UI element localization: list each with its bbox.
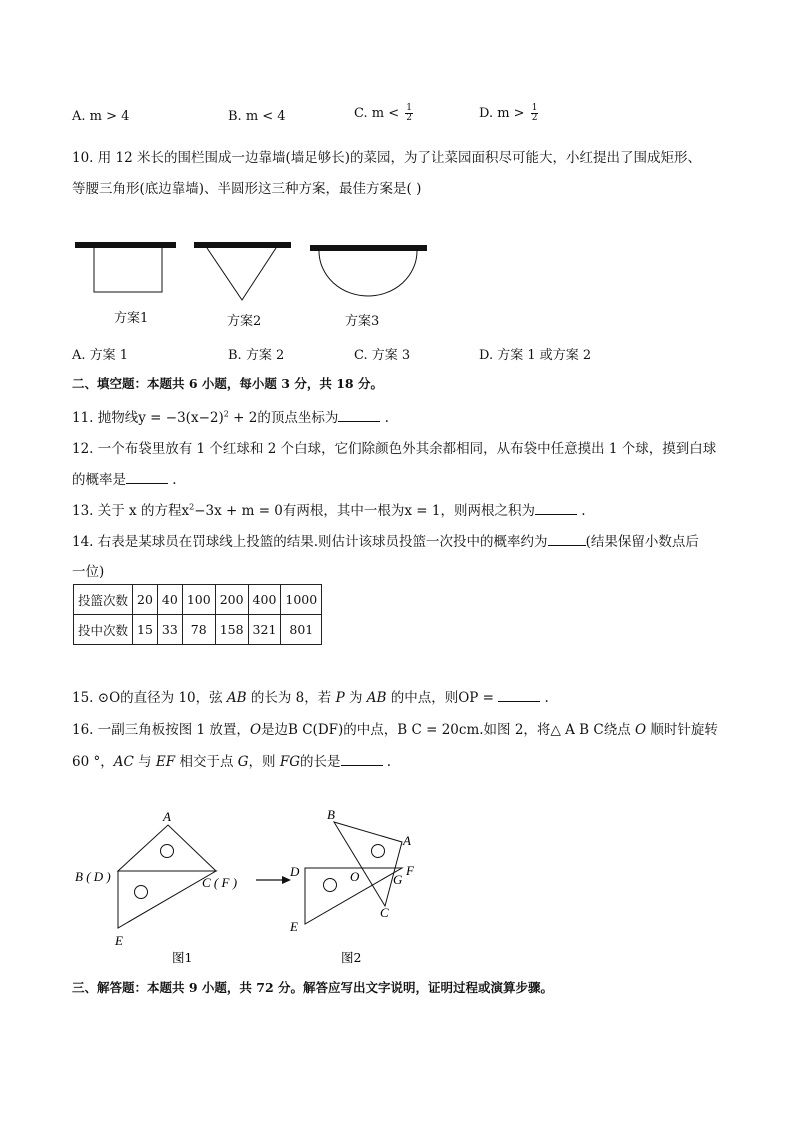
label-b-d: B ( D ) <box>75 869 111 884</box>
q11-exp: 2 <box>223 409 229 419</box>
s2-prefix: 二、填空题：本题共 <box>72 376 189 391</box>
q13-suffix: ，则两根之积为 <box>440 503 535 519</box>
q10-scheme-figures <box>70 236 440 306</box>
hole-circle <box>324 879 337 892</box>
q13-root: x = 1 <box>404 503 441 519</box>
section3-heading <box>72 978 553 996</box>
q11-suffix: 的顶点坐标为 <box>257 410 339 426</box>
label-a2: A <box>403 833 411 848</box>
q10-option-a: A. 方案 1 <box>72 348 129 363</box>
q11 <box>72 406 389 426</box>
q9-option-c-text: C. m < <box>354 106 400 121</box>
q13 <box>72 499 586 519</box>
q16-ac: AC <box>113 754 134 770</box>
q14-prefix: 14. 右表是某球员在罚球线上投篮的结果.则估计该球员投篮一次投中的概率约为 <box>72 534 548 550</box>
q15-ab2: AB <box>366 690 387 706</box>
caption-fig1: 图1 <box>172 950 193 965</box>
wall-3 <box>310 245 427 251</box>
q15-circle: O <box>109 690 121 706</box>
q15-end: . <box>540 690 549 706</box>
q16-o: O <box>249 722 262 738</box>
q16-l2b: 与 <box>133 754 156 770</box>
label-c2: C <box>380 905 389 920</box>
q10-line1: 10. 用 12 米长的围栏围成一边靠墙(墙足够长)的菜园，为了让菜园面积尽可能大，小红提出了围成矩形、 <box>72 150 702 166</box>
q16-tri: △ A B C <box>550 722 604 738</box>
q15-op: OP = <box>458 690 499 706</box>
table-cell: 40 <box>157 585 182 615</box>
hole-circle <box>161 845 174 858</box>
q13-mid: 有两根，其中一根为 <box>282 503 405 519</box>
label-d2: D <box>290 864 300 879</box>
q12-line1: 12. 一个布袋里放有 1 个红球和 2 个白球，它们除颜色外其余都相同，从布袋中任意摸出 1 个球，摸到白球 <box>72 441 717 457</box>
q16-e: 绕点 <box>603 722 635 738</box>
caption-scheme-3: 方案3 <box>345 314 380 329</box>
q15-t4: 的中点，则 <box>386 690 459 706</box>
q15-t1: 的直径为 10，弦 <box>120 690 227 706</box>
table-cell: 200 <box>215 585 248 615</box>
answer-blank <box>548 533 586 546</box>
caption-fig2: 图2 <box>341 950 362 965</box>
frac-den: 2 <box>406 113 412 123</box>
q13-expr-end: −3x + m = 0 <box>194 503 283 519</box>
q10-option-b: B. 方案 2 <box>228 348 285 363</box>
s2-suffix: 分。 <box>353 376 383 391</box>
table-cell: 投中次数 <box>74 615 133 645</box>
q16-figures <box>60 800 440 970</box>
frac-num: 1 <box>406 103 412 113</box>
table-cell: 400 <box>248 585 281 615</box>
label-b2: B <box>327 807 335 822</box>
table-row <box>74 585 322 615</box>
q11-expr-end: + 2 <box>228 410 258 426</box>
frac-num: 1 <box>531 103 538 113</box>
caption-scheme-2: 方案2 <box>227 314 262 329</box>
s2-mid2: 分，共 <box>289 376 337 391</box>
q9-option-d <box>479 104 538 123</box>
q15-ab: AB <box>226 690 247 706</box>
table-cell: 20 <box>133 585 158 615</box>
table-cell: 15 <box>133 615 158 645</box>
q16-l2d: ，则 <box>248 754 280 770</box>
q11-expr: y = −3(x−2) <box>138 410 224 426</box>
q10-line2: 等腰三角形(底边靠墙)、半圆形这三种方案，最佳方案是( ) <box>72 181 422 197</box>
rectangle-fence <box>94 248 162 292</box>
table-cell: 投篮次数 <box>74 585 133 615</box>
q13-prefix: 13. 关于 x 的方程 <box>72 503 182 519</box>
fraction-one-half <box>531 104 539 123</box>
q15-prefix: 15. ⊙ <box>72 690 110 706</box>
label-o2: O <box>350 869 360 884</box>
table-cell: 33 <box>157 615 182 645</box>
figure-1 <box>75 809 237 965</box>
fraction-one-half <box>405 104 413 123</box>
q16-l2e: 的长是 <box>300 754 341 770</box>
hole-circle <box>135 886 148 899</box>
table-cell: 78 <box>182 615 215 645</box>
q16-f: 顺时针旋转 <box>646 722 718 738</box>
q12-end: . <box>168 472 177 488</box>
q16-g: G <box>237 754 249 770</box>
answer-blank <box>535 502 577 515</box>
q16-c: 的中点， <box>343 722 398 738</box>
q13-exp: 2 <box>189 502 195 512</box>
s3-count: 9 <box>188 980 198 995</box>
q13-end: . <box>577 503 586 519</box>
q13-expr: x <box>181 503 190 519</box>
q16-bc-val: B C = 20cm <box>397 722 480 738</box>
triangle-abc <box>118 825 216 871</box>
label-e2: E <box>290 919 298 934</box>
s2-each: 3 <box>281 376 290 391</box>
table-cell: 801 <box>281 615 322 645</box>
q11-prefix: 11. 抛物线 <box>72 410 139 426</box>
table-cell: 158 <box>215 615 248 645</box>
answer-blank <box>126 471 168 484</box>
q9-option-b: B. m < 4 <box>228 109 286 124</box>
q14-line2: 一位) <box>72 564 105 580</box>
q16-l2c: 相交于点 <box>175 754 238 770</box>
shooting-table <box>73 584 322 645</box>
figure-2 <box>289 807 415 965</box>
q15-t3: 为 <box>344 690 367 706</box>
caption-scheme-1: 方案1 <box>114 311 149 326</box>
arrow-right-icon <box>256 876 291 884</box>
s2-count: 6 <box>188 376 198 391</box>
q14-line1 <box>72 530 699 550</box>
label-g2: G <box>393 872 403 887</box>
q16-line1 <box>72 718 718 738</box>
q12-line2 <box>72 468 177 488</box>
q11-end: . <box>380 410 389 426</box>
q12-line2-text: 的概率是 <box>72 472 126 488</box>
q16-a: 16. 一副三角板按图 1 放置， <box>72 722 250 738</box>
q9-option-d-text: D. m > <box>479 106 525 121</box>
q16-d: .如图 2，将 <box>479 722 551 738</box>
q10-option-d: D. 方案 1 或方案 2 <box>479 348 592 363</box>
q16-end: . <box>382 754 392 770</box>
q16-fg: FG <box>279 754 300 770</box>
label-f2: F <box>406 863 414 878</box>
answer-blank <box>338 409 380 422</box>
section2-heading <box>72 374 383 392</box>
q9-option-c <box>354 104 413 123</box>
table-cell: 1000 <box>281 585 322 615</box>
triangle-fence <box>207 248 276 300</box>
triangle-abc-rotated <box>334 822 402 906</box>
answer-blank <box>341 753 383 766</box>
s3-total: 72 <box>256 980 274 995</box>
q16-line2 <box>72 750 391 770</box>
s3-mid1: 小题，共 <box>197 980 257 995</box>
q16-bc-df: B C(DF) <box>288 722 344 738</box>
s2-mid1: 小题，每小题 <box>197 376 282 391</box>
wall-1 <box>75 242 176 248</box>
table-cell: 321 <box>248 615 281 645</box>
answer-blank <box>498 689 540 702</box>
q16-o2: O <box>635 722 647 738</box>
label-e: E <box>115 933 123 948</box>
q14-suffix: (结果保留小数点后 <box>585 534 699 550</box>
frac-den: 2 <box>531 113 538 123</box>
q10-option-c: C. 方案 3 <box>354 348 411 363</box>
s3-suffix: 分。解答应写出文字说明，证明过程或演算步骤。 <box>273 980 554 995</box>
q15 <box>72 686 549 706</box>
s3-prefix: 三、解答题：本题共 <box>72 980 189 995</box>
q16-b: 是边 <box>261 722 289 738</box>
q15-t2: 的长为 8，若 <box>246 690 336 706</box>
wall-2 <box>194 242 291 248</box>
table-row <box>74 615 322 645</box>
table-cell: 100 <box>182 585 215 615</box>
q16-l2a: 60 °， <box>72 754 114 770</box>
label-c-f: C ( F ) <box>202 875 238 890</box>
hole-circle <box>372 845 385 858</box>
q16-ef: EF <box>155 754 176 770</box>
q15-p: P <box>335 690 345 706</box>
semicircle-fence <box>319 251 417 296</box>
q9-option-a: A. m > 4 <box>72 109 130 124</box>
s2-total: 18 <box>336 376 354 391</box>
label-a: A <box>163 809 171 824</box>
